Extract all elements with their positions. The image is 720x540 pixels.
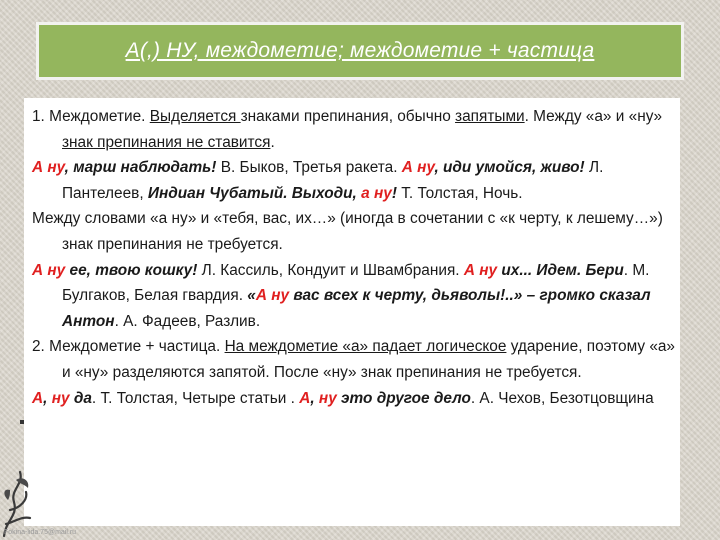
p6-d: да xyxy=(69,389,92,407)
p2-i: ! xyxy=(391,184,397,202)
p2-b: , марш наблюдать! xyxy=(64,159,217,177)
p1-g: не ставится xyxy=(186,133,271,151)
p1-b: Выделяется xyxy=(149,108,241,125)
bullet-dot xyxy=(20,420,24,424)
p1-a: 1. Междометие. xyxy=(32,108,150,125)
p4-b: ее, твою кошку! xyxy=(65,261,198,279)
p6-f: А xyxy=(299,389,311,407)
p6-b: , xyxy=(43,389,52,407)
content-panel xyxy=(24,98,680,526)
p4-i: вас всех к черту, дьяволы!..» – громко сказал Антон xyxy=(62,287,651,330)
paragraph-2 xyxy=(32,155,684,206)
p4-g: « xyxy=(247,287,256,305)
p2-h: а ну xyxy=(361,184,392,202)
p1-h: . xyxy=(270,133,275,151)
paragraph-5 xyxy=(32,334,684,385)
p2-c: В. Быков, Третья ракета. xyxy=(216,159,402,177)
flourish-decoration xyxy=(0,450,40,540)
p6-g: , xyxy=(310,389,319,407)
p5-b: На междометие «а» падает логическое xyxy=(224,338,507,356)
p4-f: . М. Булгаков, Белая гвардия. xyxy=(62,261,650,305)
p4-d: А ну xyxy=(463,261,498,279)
slide-title: А(,) НУ, междометие; междометие + частица xyxy=(125,39,595,62)
p4-c: Л. Кассиль, Кондуит и Швамбрания. xyxy=(197,261,464,279)
p2-a: А ну xyxy=(32,159,65,177)
slide-title-bar xyxy=(36,22,684,80)
p4-e: их... Идем. Бери xyxy=(497,261,624,279)
p3-a: Между словами «а ну» и «тебя, вас, их…» (иногда в сочетании с «к черту, к лешему…») знак препинания не требуется. xyxy=(32,210,663,253)
p4-h: А ну xyxy=(255,287,290,305)
p2-e: , иди умойся, живо! xyxy=(434,159,585,177)
p5-a: 2. Междометие + частица. xyxy=(32,338,225,356)
p6-j: . А. Чехов, Безотцовщина xyxy=(470,389,654,407)
footer-email: Fokina-lida.75@mail.ru xyxy=(4,529,77,536)
p6-a: А xyxy=(32,389,44,407)
p6-i: это другое дело xyxy=(336,389,471,407)
p6-e: . Т. Толстая, Четыре статьи . xyxy=(91,389,300,407)
content-text xyxy=(32,104,684,411)
p4-j: . А. Фадеев, Разлив. xyxy=(114,312,261,330)
p2-j: Т. Толстая, Ночь. xyxy=(396,184,523,202)
p1-e: . Между «а» и «ну» xyxy=(524,108,663,125)
p6-c: ну xyxy=(51,389,70,407)
p4-a: А ну xyxy=(32,261,66,279)
p1-d: запятыми xyxy=(455,108,525,125)
p1-f: знак препинания xyxy=(62,133,187,151)
p2-g: Индиан Чубатый. Выходи, xyxy=(147,184,362,202)
paragraph-6 xyxy=(32,386,684,412)
paragraph-1 xyxy=(32,104,684,155)
p6-h: ну xyxy=(318,389,337,407)
paragraph-4 xyxy=(32,258,684,335)
p2-f: Л. Пантелеев, xyxy=(62,159,604,202)
paragraph-3 xyxy=(32,206,684,257)
p2-d: А ну xyxy=(401,159,435,177)
p1-c: знаками препинания, обычно xyxy=(240,108,456,125)
p5-c: ударение, поэтому «а» и «ну» разделяются запятой. После «ну» знак препинания не требуется. xyxy=(62,338,675,381)
